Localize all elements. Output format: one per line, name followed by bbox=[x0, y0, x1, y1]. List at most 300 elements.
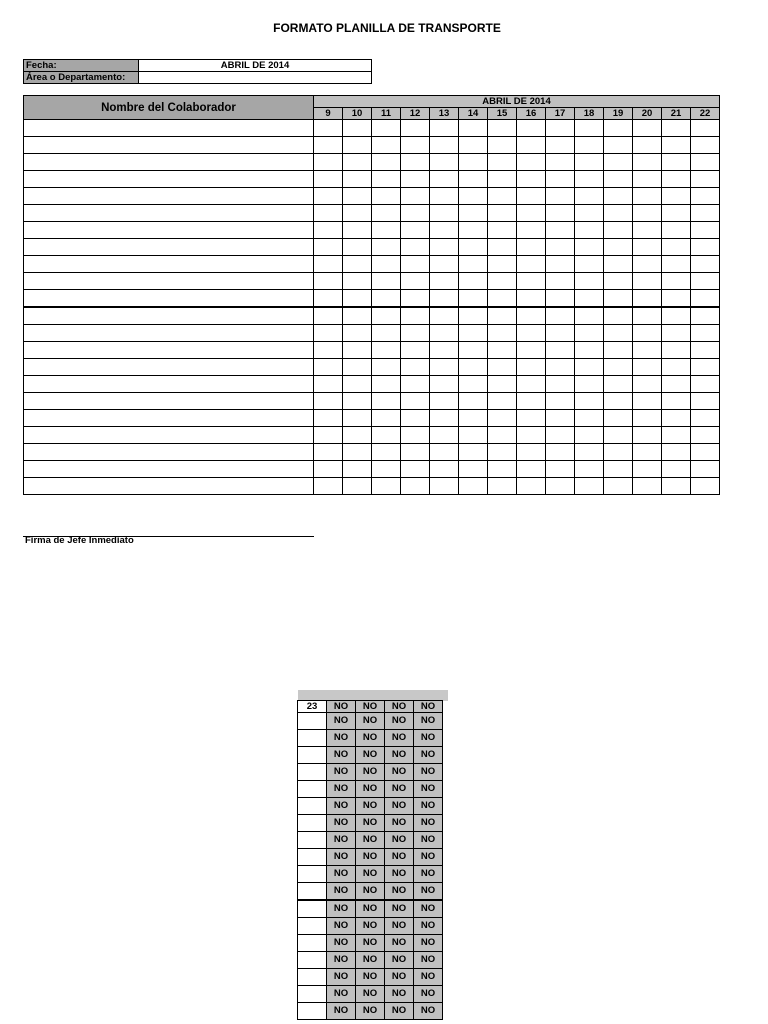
day-cell[interactable] bbox=[343, 137, 372, 154]
day-cell[interactable] bbox=[546, 410, 575, 427]
day-cell[interactable] bbox=[691, 290, 720, 308]
day-cell[interactable] bbox=[662, 256, 691, 273]
day-cell[interactable] bbox=[430, 410, 459, 427]
day-cell[interactable] bbox=[691, 256, 720, 273]
day-cell[interactable] bbox=[401, 290, 430, 308]
day-cell[interactable] bbox=[662, 273, 691, 290]
day-cell[interactable] bbox=[546, 290, 575, 308]
day-cell[interactable] bbox=[343, 205, 372, 222]
collaborator-name-cell[interactable] bbox=[24, 325, 314, 342]
day-cell[interactable] bbox=[633, 376, 662, 393]
day-cell[interactable] bbox=[662, 137, 691, 154]
day-cell[interactable] bbox=[314, 256, 343, 273]
day-cell[interactable] bbox=[546, 120, 575, 137]
day-cell[interactable] bbox=[691, 171, 720, 188]
day-cell[interactable] bbox=[604, 376, 633, 393]
day-cell[interactable] bbox=[372, 137, 401, 154]
day-cell[interactable] bbox=[633, 239, 662, 256]
collaborator-name-cell[interactable] bbox=[24, 137, 314, 154]
day-cell[interactable] bbox=[430, 154, 459, 171]
day-cell[interactable] bbox=[343, 444, 372, 461]
day-cell[interactable] bbox=[372, 171, 401, 188]
day-cell[interactable] bbox=[575, 359, 604, 376]
collaborator-name-cell[interactable] bbox=[24, 256, 314, 273]
day-cell[interactable] bbox=[430, 171, 459, 188]
day-cell[interactable] bbox=[430, 137, 459, 154]
day-cell[interactable] bbox=[633, 427, 662, 444]
no-table-first-cell[interactable] bbox=[298, 969, 327, 986]
fecha-value[interactable]: ABRIL DE 2014 bbox=[139, 60, 372, 72]
day-cell[interactable] bbox=[604, 359, 633, 376]
day-cell[interactable] bbox=[459, 342, 488, 359]
day-cell[interactable] bbox=[314, 154, 343, 171]
day-cell[interactable] bbox=[662, 376, 691, 393]
day-cell[interactable] bbox=[633, 410, 662, 427]
day-cell[interactable] bbox=[691, 222, 720, 239]
day-cell[interactable] bbox=[430, 222, 459, 239]
day-cell[interactable] bbox=[343, 222, 372, 239]
day-cell[interactable] bbox=[604, 427, 633, 444]
day-cell[interactable] bbox=[575, 325, 604, 342]
collaborator-name-cell[interactable] bbox=[24, 154, 314, 171]
area-value[interactable] bbox=[139, 72, 372, 84]
day-cell[interactable] bbox=[604, 393, 633, 410]
day-cell[interactable] bbox=[575, 410, 604, 427]
day-cell[interactable] bbox=[459, 427, 488, 444]
day-cell[interactable] bbox=[372, 154, 401, 171]
day-cell[interactable] bbox=[372, 188, 401, 205]
collaborator-name-cell[interactable] bbox=[24, 188, 314, 205]
day-cell[interactable] bbox=[604, 188, 633, 205]
collaborator-name-cell[interactable] bbox=[24, 222, 314, 239]
day-cell[interactable] bbox=[604, 154, 633, 171]
day-cell[interactable] bbox=[662, 120, 691, 137]
day-cell[interactable] bbox=[343, 478, 372, 495]
collaborator-name-cell[interactable] bbox=[24, 461, 314, 478]
day-cell[interactable] bbox=[604, 342, 633, 359]
day-cell[interactable] bbox=[430, 120, 459, 137]
day-cell[interactable] bbox=[401, 410, 430, 427]
day-cell[interactable] bbox=[633, 393, 662, 410]
day-cell[interactable] bbox=[488, 239, 517, 256]
day-cell[interactable] bbox=[314, 239, 343, 256]
day-cell[interactable] bbox=[343, 290, 372, 308]
day-cell[interactable] bbox=[662, 359, 691, 376]
day-cell[interactable] bbox=[488, 444, 517, 461]
day-cell[interactable] bbox=[575, 222, 604, 239]
day-cell[interactable] bbox=[575, 205, 604, 222]
day-cell[interactable] bbox=[517, 290, 546, 308]
collaborator-name-cell[interactable] bbox=[24, 120, 314, 137]
day-cell[interactable] bbox=[401, 325, 430, 342]
day-cell[interactable] bbox=[430, 478, 459, 495]
day-cell[interactable] bbox=[488, 205, 517, 222]
day-cell[interactable] bbox=[314, 120, 343, 137]
day-cell[interactable] bbox=[372, 290, 401, 308]
day-cell[interactable] bbox=[488, 410, 517, 427]
collaborator-name-cell[interactable] bbox=[24, 410, 314, 427]
day-cell[interactable] bbox=[604, 410, 633, 427]
day-cell[interactable] bbox=[372, 461, 401, 478]
day-cell[interactable] bbox=[401, 307, 430, 325]
day-cell[interactable] bbox=[488, 137, 517, 154]
day-cell[interactable] bbox=[691, 410, 720, 427]
day-cell[interactable] bbox=[691, 342, 720, 359]
day-cell[interactable] bbox=[575, 393, 604, 410]
day-cell[interactable] bbox=[633, 359, 662, 376]
day-cell[interactable] bbox=[343, 307, 372, 325]
day-cell[interactable] bbox=[459, 120, 488, 137]
day-cell[interactable] bbox=[604, 273, 633, 290]
day-cell[interactable] bbox=[517, 393, 546, 410]
day-cell[interactable] bbox=[314, 376, 343, 393]
day-cell[interactable] bbox=[517, 188, 546, 205]
no-table-first-cell[interactable] bbox=[298, 747, 327, 764]
day-cell[interactable] bbox=[633, 256, 662, 273]
no-table-first-cell[interactable] bbox=[298, 815, 327, 832]
day-cell[interactable] bbox=[517, 478, 546, 495]
day-cell[interactable] bbox=[691, 427, 720, 444]
day-cell[interactable] bbox=[662, 410, 691, 427]
collaborator-name-cell[interactable] bbox=[24, 290, 314, 308]
day-cell[interactable] bbox=[662, 342, 691, 359]
day-cell[interactable] bbox=[546, 461, 575, 478]
day-cell[interactable] bbox=[488, 478, 517, 495]
day-cell[interactable] bbox=[546, 478, 575, 495]
day-cell[interactable] bbox=[459, 137, 488, 154]
day-cell[interactable] bbox=[604, 290, 633, 308]
day-cell[interactable] bbox=[343, 239, 372, 256]
day-cell[interactable] bbox=[343, 376, 372, 393]
day-cell[interactable] bbox=[401, 427, 430, 444]
day-cell[interactable] bbox=[488, 342, 517, 359]
day-cell[interactable] bbox=[517, 273, 546, 290]
day-cell[interactable] bbox=[314, 359, 343, 376]
day-cell[interactable] bbox=[430, 205, 459, 222]
day-cell[interactable] bbox=[575, 273, 604, 290]
day-cell[interactable] bbox=[575, 256, 604, 273]
day-cell[interactable] bbox=[488, 171, 517, 188]
day-cell[interactable] bbox=[575, 376, 604, 393]
collaborator-name-cell[interactable] bbox=[24, 307, 314, 325]
day-cell[interactable] bbox=[633, 222, 662, 239]
day-cell[interactable] bbox=[401, 342, 430, 359]
day-cell[interactable] bbox=[633, 154, 662, 171]
day-cell[interactable] bbox=[401, 256, 430, 273]
no-table-first-cell[interactable] bbox=[298, 713, 327, 730]
no-table-first-cell[interactable] bbox=[298, 832, 327, 849]
day-cell[interactable] bbox=[372, 205, 401, 222]
day-cell[interactable] bbox=[575, 461, 604, 478]
day-cell[interactable] bbox=[691, 188, 720, 205]
day-cell[interactable] bbox=[546, 427, 575, 444]
day-cell[interactable] bbox=[575, 427, 604, 444]
day-cell[interactable] bbox=[343, 359, 372, 376]
day-cell[interactable] bbox=[662, 188, 691, 205]
day-cell[interactable] bbox=[633, 273, 662, 290]
no-table-first-cell[interactable]: 23 bbox=[298, 701, 327, 713]
day-cell[interactable] bbox=[459, 461, 488, 478]
day-cell[interactable] bbox=[662, 393, 691, 410]
day-cell[interactable] bbox=[604, 478, 633, 495]
day-cell[interactable] bbox=[604, 461, 633, 478]
day-cell[interactable] bbox=[314, 410, 343, 427]
no-table-first-cell[interactable] bbox=[298, 866, 327, 883]
day-cell[interactable] bbox=[546, 205, 575, 222]
day-cell[interactable] bbox=[372, 256, 401, 273]
day-cell[interactable] bbox=[401, 461, 430, 478]
collaborator-name-cell[interactable] bbox=[24, 359, 314, 376]
day-cell[interactable] bbox=[517, 325, 546, 342]
day-cell[interactable] bbox=[343, 461, 372, 478]
day-cell[interactable] bbox=[546, 239, 575, 256]
day-cell[interactable] bbox=[517, 256, 546, 273]
day-cell[interactable] bbox=[314, 444, 343, 461]
day-cell[interactable] bbox=[633, 120, 662, 137]
day-cell[interactable] bbox=[343, 188, 372, 205]
day-cell[interactable] bbox=[314, 290, 343, 308]
day-cell[interactable] bbox=[343, 120, 372, 137]
day-cell[interactable] bbox=[691, 273, 720, 290]
day-cell[interactable] bbox=[430, 461, 459, 478]
collaborator-name-cell[interactable] bbox=[24, 205, 314, 222]
day-cell[interactable] bbox=[372, 427, 401, 444]
day-cell[interactable] bbox=[430, 427, 459, 444]
day-cell[interactable] bbox=[517, 342, 546, 359]
day-cell[interactable] bbox=[604, 325, 633, 342]
day-cell[interactable] bbox=[662, 325, 691, 342]
day-cell[interactable] bbox=[430, 307, 459, 325]
day-cell[interactable] bbox=[459, 154, 488, 171]
day-cell[interactable] bbox=[575, 188, 604, 205]
day-cell[interactable] bbox=[488, 290, 517, 308]
day-cell[interactable] bbox=[517, 222, 546, 239]
day-cell[interactable] bbox=[633, 188, 662, 205]
day-cell[interactable] bbox=[314, 188, 343, 205]
day-cell[interactable] bbox=[575, 478, 604, 495]
day-cell[interactable] bbox=[662, 307, 691, 325]
day-cell[interactable] bbox=[372, 342, 401, 359]
day-cell[interactable] bbox=[430, 290, 459, 308]
no-table-first-cell[interactable] bbox=[298, 986, 327, 1003]
day-cell[interactable] bbox=[575, 444, 604, 461]
day-cell[interactable] bbox=[314, 461, 343, 478]
day-cell[interactable] bbox=[691, 359, 720, 376]
day-cell[interactable] bbox=[691, 205, 720, 222]
day-cell[interactable] bbox=[401, 171, 430, 188]
day-cell[interactable] bbox=[517, 359, 546, 376]
no-table-first-cell[interactable] bbox=[298, 781, 327, 798]
day-cell[interactable] bbox=[430, 239, 459, 256]
day-cell[interactable] bbox=[372, 393, 401, 410]
day-cell[interactable] bbox=[488, 256, 517, 273]
day-cell[interactable] bbox=[459, 239, 488, 256]
day-cell[interactable] bbox=[517, 154, 546, 171]
day-cell[interactable] bbox=[401, 239, 430, 256]
collaborator-name-cell[interactable] bbox=[24, 393, 314, 410]
day-cell[interactable] bbox=[488, 359, 517, 376]
day-cell[interactable] bbox=[488, 120, 517, 137]
day-cell[interactable] bbox=[633, 137, 662, 154]
no-table-first-cell[interactable] bbox=[298, 849, 327, 866]
no-table-first-cell[interactable] bbox=[298, 952, 327, 969]
day-cell[interactable] bbox=[343, 410, 372, 427]
day-cell[interactable] bbox=[488, 461, 517, 478]
day-cell[interactable] bbox=[604, 222, 633, 239]
day-cell[interactable] bbox=[430, 342, 459, 359]
day-cell[interactable] bbox=[459, 444, 488, 461]
day-cell[interactable] bbox=[546, 273, 575, 290]
day-cell[interactable] bbox=[546, 359, 575, 376]
day-cell[interactable] bbox=[488, 188, 517, 205]
day-cell[interactable] bbox=[430, 376, 459, 393]
collaborator-name-cell[interactable] bbox=[24, 171, 314, 188]
day-cell[interactable] bbox=[662, 427, 691, 444]
no-table-first-cell[interactable] bbox=[298, 883, 327, 901]
day-cell[interactable] bbox=[314, 325, 343, 342]
day-cell[interactable] bbox=[691, 137, 720, 154]
day-cell[interactable] bbox=[575, 171, 604, 188]
day-cell[interactable] bbox=[372, 120, 401, 137]
day-cell[interactable] bbox=[546, 171, 575, 188]
day-cell[interactable] bbox=[314, 137, 343, 154]
day-cell[interactable] bbox=[517, 137, 546, 154]
collaborator-name-cell[interactable] bbox=[24, 273, 314, 290]
day-cell[interactable] bbox=[430, 393, 459, 410]
day-cell[interactable] bbox=[430, 359, 459, 376]
day-cell[interactable] bbox=[546, 154, 575, 171]
day-cell[interactable] bbox=[430, 444, 459, 461]
collaborator-name-cell[interactable] bbox=[24, 478, 314, 495]
day-cell[interactable] bbox=[691, 325, 720, 342]
day-cell[interactable] bbox=[459, 290, 488, 308]
day-cell[interactable] bbox=[372, 359, 401, 376]
day-cell[interactable] bbox=[372, 478, 401, 495]
day-cell[interactable] bbox=[372, 325, 401, 342]
day-cell[interactable] bbox=[459, 359, 488, 376]
day-cell[interactable] bbox=[517, 239, 546, 256]
day-cell[interactable] bbox=[633, 205, 662, 222]
day-cell[interactable] bbox=[401, 154, 430, 171]
day-cell[interactable] bbox=[517, 376, 546, 393]
day-cell[interactable] bbox=[314, 427, 343, 444]
day-cell[interactable] bbox=[517, 120, 546, 137]
day-cell[interactable] bbox=[575, 137, 604, 154]
day-cell[interactable] bbox=[401, 137, 430, 154]
day-cell[interactable] bbox=[401, 444, 430, 461]
day-cell[interactable] bbox=[488, 222, 517, 239]
day-cell[interactable] bbox=[488, 307, 517, 325]
day-cell[interactable] bbox=[604, 205, 633, 222]
day-cell[interactable] bbox=[604, 171, 633, 188]
day-cell[interactable] bbox=[604, 137, 633, 154]
day-cell[interactable] bbox=[662, 205, 691, 222]
day-cell[interactable] bbox=[314, 171, 343, 188]
day-cell[interactable] bbox=[517, 205, 546, 222]
day-cell[interactable] bbox=[372, 410, 401, 427]
day-cell[interactable] bbox=[604, 120, 633, 137]
day-cell[interactable] bbox=[575, 290, 604, 308]
day-cell[interactable] bbox=[488, 325, 517, 342]
day-cell[interactable] bbox=[430, 188, 459, 205]
no-table-first-cell[interactable] bbox=[298, 798, 327, 815]
day-cell[interactable] bbox=[662, 171, 691, 188]
day-cell[interactable] bbox=[430, 273, 459, 290]
day-cell[interactable] bbox=[546, 342, 575, 359]
day-cell[interactable] bbox=[314, 205, 343, 222]
day-cell[interactable] bbox=[546, 256, 575, 273]
no-table-first-cell[interactable] bbox=[298, 730, 327, 747]
day-cell[interactable] bbox=[633, 307, 662, 325]
day-cell[interactable] bbox=[546, 188, 575, 205]
day-cell[interactable] bbox=[604, 307, 633, 325]
day-cell[interactable] bbox=[343, 342, 372, 359]
day-cell[interactable] bbox=[662, 222, 691, 239]
day-cell[interactable] bbox=[372, 273, 401, 290]
day-cell[interactable] bbox=[314, 307, 343, 325]
day-cell[interactable] bbox=[633, 444, 662, 461]
day-cell[interactable] bbox=[488, 154, 517, 171]
day-cell[interactable] bbox=[314, 478, 343, 495]
day-cell[interactable] bbox=[430, 256, 459, 273]
day-cell[interactable] bbox=[546, 393, 575, 410]
day-cell[interactable] bbox=[517, 461, 546, 478]
day-cell[interactable] bbox=[343, 273, 372, 290]
day-cell[interactable] bbox=[401, 205, 430, 222]
no-table-first-cell[interactable] bbox=[298, 900, 327, 918]
day-cell[interactable] bbox=[314, 342, 343, 359]
day-cell[interactable] bbox=[691, 461, 720, 478]
day-cell[interactable] bbox=[633, 171, 662, 188]
day-cell[interactable] bbox=[459, 273, 488, 290]
day-cell[interactable] bbox=[575, 120, 604, 137]
day-cell[interactable] bbox=[372, 239, 401, 256]
day-cell[interactable] bbox=[459, 376, 488, 393]
day-cell[interactable] bbox=[372, 444, 401, 461]
day-cell[interactable] bbox=[401, 478, 430, 495]
day-cell[interactable] bbox=[459, 307, 488, 325]
day-cell[interactable] bbox=[459, 325, 488, 342]
day-cell[interactable] bbox=[401, 376, 430, 393]
day-cell[interactable] bbox=[459, 410, 488, 427]
day-cell[interactable] bbox=[488, 393, 517, 410]
day-cell[interactable] bbox=[546, 222, 575, 239]
day-cell[interactable] bbox=[343, 256, 372, 273]
day-cell[interactable] bbox=[459, 171, 488, 188]
day-cell[interactable] bbox=[372, 376, 401, 393]
day-cell[interactable] bbox=[401, 273, 430, 290]
day-cell[interactable] bbox=[575, 239, 604, 256]
no-table-first-cell[interactable] bbox=[298, 935, 327, 952]
day-cell[interactable] bbox=[633, 461, 662, 478]
no-table-first-cell[interactable] bbox=[298, 1003, 327, 1020]
day-cell[interactable] bbox=[430, 325, 459, 342]
no-table-first-cell[interactable] bbox=[298, 764, 327, 781]
day-cell[interactable] bbox=[401, 222, 430, 239]
day-cell[interactable] bbox=[662, 461, 691, 478]
day-cell[interactable] bbox=[517, 444, 546, 461]
collaborator-name-cell[interactable] bbox=[24, 239, 314, 256]
day-cell[interactable] bbox=[459, 393, 488, 410]
day-cell[interactable] bbox=[459, 205, 488, 222]
day-cell[interactable] bbox=[459, 188, 488, 205]
day-cell[interactable] bbox=[691, 154, 720, 171]
day-cell[interactable] bbox=[546, 376, 575, 393]
day-cell[interactable] bbox=[343, 171, 372, 188]
day-cell[interactable] bbox=[488, 427, 517, 444]
day-cell[interactable] bbox=[662, 444, 691, 461]
day-cell[interactable] bbox=[633, 290, 662, 308]
